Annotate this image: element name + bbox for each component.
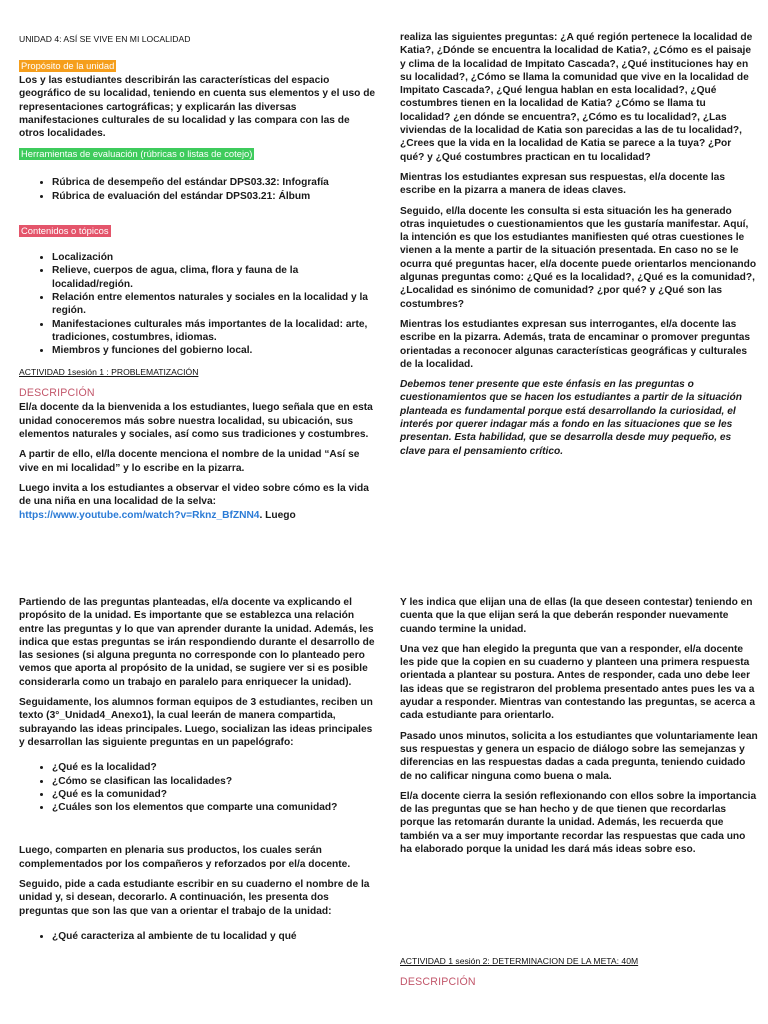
page-bottom: [0, 560, 768, 1024]
paragraph: Una vez que han elegido la pregunta que van a responder, el/a docente les pide que la copien en su cuaderno y planteen una primera respuesta orientada a plantear su postura. Antes de responder, cada uno debe leer las ideas que se registraron del problema presentado antes pues les va a ayudar a responder. Mientras van contestando las preguntas, se acerca a cada estudiante para orientarlo.: [400, 643, 756, 722]
unit-title: UNIDAD 4: ASÍ SE VIVE EN MI LOCALIDAD: [19, 34, 191, 44]
paragraph: realiza las siguientes preguntas: ¿A qué región pertenece la localidad de Katia?, ¿Dónde se encuentra la localidad de Katia?, ¿Cómo es el paisaje y clima de la localidad de Impitato Cascada?, ¿Qué instituciones hay en su localidad?, ¿Cómo se llama la comunidad que vive en la localidad de Impitato Cascada?, ¿Qué lengua hablan en esta localidad?, ¿Qué costumbres tienen en la localidad de Katia? ¿Cómo se llama tu localidad? ¿en dónde se encuentra?, ¿Cómo es tu localidad?, ¿Las viviendas de la localidad de Katia son parecidas a las de tu localidad?, ¿Crees que la vida en la localidad de Katia se parece a la tuya? ¿Por qué? y ¿Qué costumbres practican en tu localidad?: [400, 32, 753, 163]
list-item: • ¿Qué caracteriza al ambiente de tu localidad y qué: [52, 930, 377, 943]
paragraph: [19, 482, 377, 522]
list-item: • ¿Cuáles son los elementos que comparte una comunidad?: [52, 801, 377, 814]
list-item: • Localización: [52, 251, 377, 264]
top-left-column: [19, 0, 377, 529]
paragraph: Mientras los estudiantes expresan sus respuestas, el/a docente las escribe en la pizarra a manera de ideas claves.: [400, 171, 726, 197]
list-item: • Miembros y funciones del gobierno local.: [52, 344, 377, 357]
purpose-label: Propósito de la unidad: [21, 60, 115, 71]
paragraph: Y les indica que elijan una de ellas (la que deseen contestar) teniendo en cuenta que la que elijan será la que deberán responder nuevamente cuando termine la unidad.: [400, 597, 753, 635]
description-label: DESCRIPCIÓN: [400, 976, 476, 989]
italic-note: Debemos tener presente que este énfasis en las preguntas o cuestionamientos que se hacen los estudiantes a partir de la situación planteada es fundamental porque está desarrollando la curiosidad, el interés por querer indagar más a fondo en las situaciones que se les presentan. Esta habilidad, que se desarrolla desde muy pequeño, es clave para el pensamiento crítico.: [400, 379, 742, 457]
contents-list: [19, 251, 377, 357]
contents-label: Contenidos o tópicos: [21, 225, 109, 237]
video-link[interactable]: https://www.youtube.com/watch?v=Rknz_BfZNN4: [19, 509, 260, 521]
paragraph: Seguidamente, los alumnos forman equipos de 3 estudiantes, reciben un texto (3°_Unidad4_Anexo1), la cual leerán de manera compartida, subrayando las ideas principales. Luego, socializan las ideas principales y desarrollan las siguiente preguntas en un papelógrafo:: [19, 697, 373, 748]
list-item: • ¿Qué es la localidad?: [52, 761, 377, 774]
paragraph: Pasado unos minutos, solicita a los estudiantes que voluntariamente lean sus respuestas y genera un espacio de diálogo sobre las semejanzas y diferencias en las respuestas dadas a cada pregunta, teniendo cuidado de no calificar ninguna como buena o mala.: [400, 730, 758, 782]
paragraph: Mientras los estudiantes expresan sus interrogantes, el/a docente las escribe en la pizarra. Además, trata de encaminar o promover preguntas orientadas a reconocer algunas características geográficas y culturales de la localidad.: [400, 318, 751, 370]
paragraph-text: . Luego: [259, 509, 296, 521]
bottom-left-column: [19, 596, 377, 953]
paragraph: Luego, comparten en plenaria sus productos, los cuales serán complementados por los compañeros y reforzados por el/a docente.: [19, 845, 351, 870]
paragraph: A partir de ello, el/la docente menciona el nombre de la unidad “Así se vive en mi localidad” y lo escribe en la pizarra.: [19, 449, 360, 474]
top-right-column: [400, 31, 758, 465]
list-item: • Rúbrica de desempeño del estándar DPS03.32: Infografía: [52, 176, 377, 189]
list-item: • Rúbrica de evaluación del estándar DPS03.21: Álbum: [52, 190, 377, 203]
list-item: • Relación entre elementos naturales y sociales en la localidad y la región.: [52, 291, 377, 318]
tools-list: [19, 176, 377, 203]
paragraph-text: Luego invita a los estudiantes a observar el video sobre cómo es la vida de una niña en una localidad de la selva:: [19, 482, 369, 508]
list-item: • Manifestaciones culturales más importantes de la localidad: arte, tradiciones, costumbres, idiomas.: [52, 318, 377, 345]
paragraph: El/a docente da la bienvenida a los estudiantes, luego señala que en esta unidad conoceremos más sobre nuestra localidad, su ubicación, sus elementos naturales y sociales, así como sus tradiciones y costumbres.: [19, 402, 373, 441]
tools-label: Herramientas de evaluación (rúbricas o listas de cotejo): [21, 148, 253, 160]
paragraph: Partiendo de las preguntas planteadas, el/a docente va explicando el propósito de la unidad. Es importante que se establezca una relación entre las preguntas y lo que van aprender durante la unidad. Además, les indica que estas preguntas se irán respondiendo durante el desarrollo de las sesiones (si alguna pregunta no corresponde con lo planteado pero vemos que aporta al propósito de la unidad, se sugiere ver si es posible considerarla como un trabajo en paralelo para enriquecer la unidad).: [19, 597, 375, 688]
final-questions-list: [19, 930, 377, 943]
bottom-right-column: [400, 596, 758, 990]
activity-title: ACTIVIDAD 1 sesión 2: DETERMINACION DE LA META: 40M: [400, 956, 639, 967]
paragraph: Seguido, el/la docente les consulta si esta situación les ha generado otras inquietudes o cuestionamientos que les gustaría manifestar. Aquí, la intención es que los estudiantes manifiesten qué otras cuestiones le vienen a la mente a partir de la situación presentada. En caso no se le ocurra qué preguntas hacer, el/a docente puede orientarlos mencionando algunas preguntas como: ¿Qué es la localidad?, ¿Qué es la comunidad?, ¿Localidad es sinónimo de comunidad? ¿por qué? y ¿Qué son las costumbres?: [400, 205, 757, 310]
purpose-text: Los y las estudiantes describirán las características del espacio geográfico de su localidad, teniendo en cuenta sus elementos y el uso de representaciones cartográficas; y explicarán las diversas manifestaciones culturales de su localidad y las compara con las de otros localidades.: [19, 75, 376, 140]
description-label: DESCRIPCIÓN: [19, 387, 95, 400]
list-item: • ¿Cómo se clasifican las localidades?: [52, 775, 377, 788]
paragraph: Seguido, pide a cada estudiante escribir en su cuaderno el nombre de la unidad y, si desean, decorarlo. A continuación, les presenta dos preguntas que son las que van a orientar el trabajo de la unidad:: [19, 879, 370, 917]
paragraph: El/a docente cierra la sesión reflexionando con ellos sobre la importancia de las preguntas que se han hecho y de que tienen que recordarlas porque las retomarán durante la unidad. Además, les recuerda que también va a ser muy importante recordar las respuestas que cada uno ha elaborado porque la unidad les dará más ideas sobre eso.: [400, 790, 757, 856]
questions-list: [19, 761, 377, 814]
activity-title: ACTIVIDAD 1sesión 1 : PROBLEMATIZACIÓN: [19, 367, 199, 378]
list-item: • Relieve, cuerpos de agua, clima, flora y fauna de la localidad/región.: [52, 264, 377, 291]
list-item: • ¿Qué es la comunidad?: [52, 788, 377, 801]
